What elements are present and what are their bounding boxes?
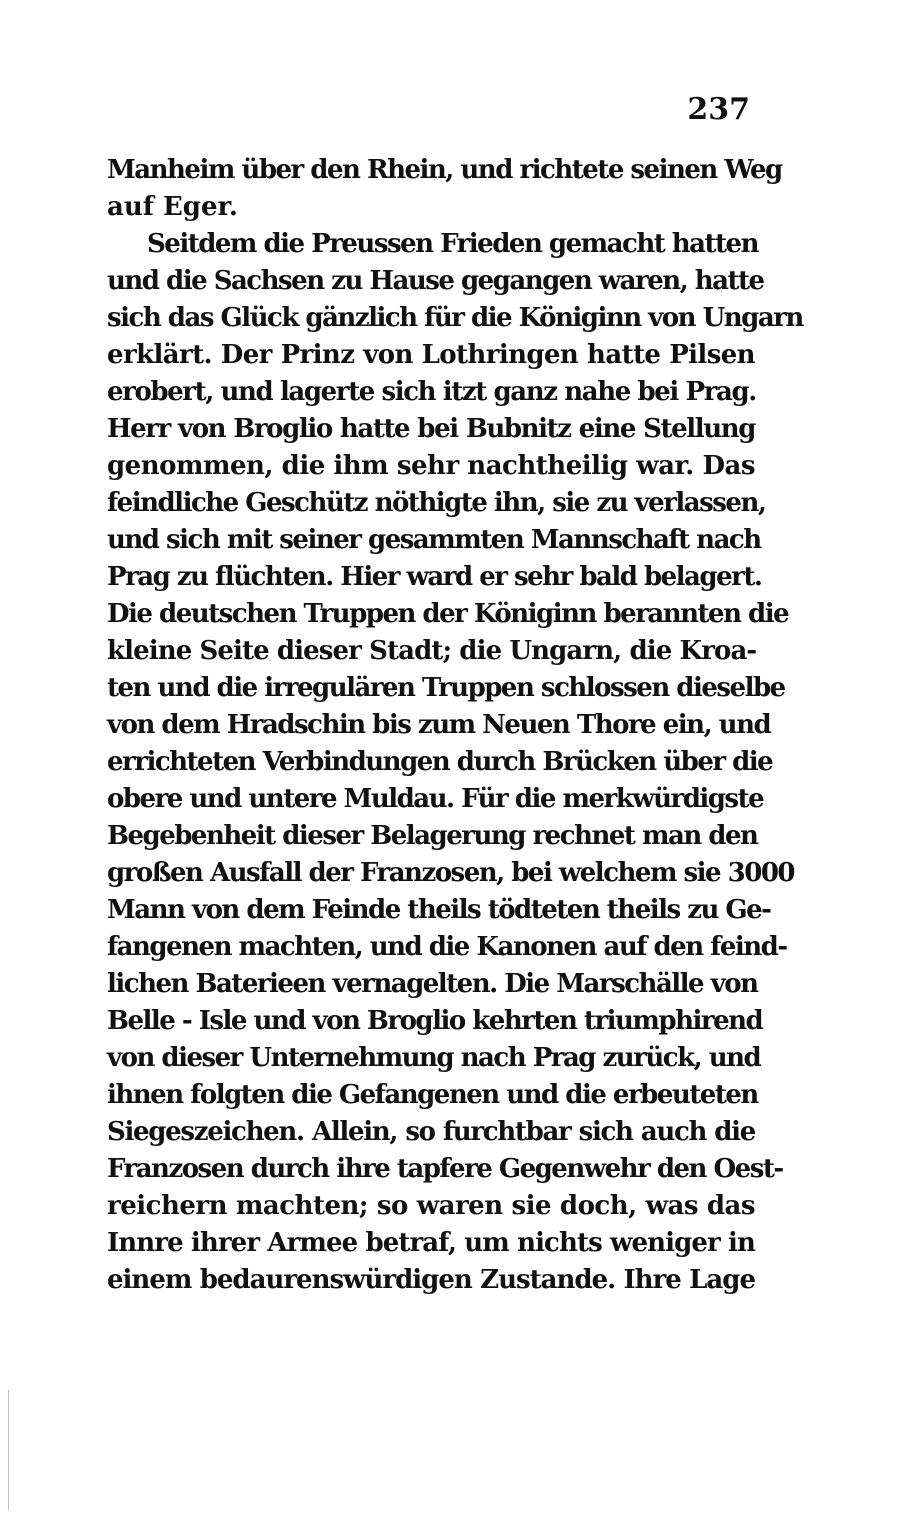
page-number: 237 bbox=[687, 92, 750, 127]
text-line: ten und die irregulären Truppen schlossen dieselbe bbox=[107, 673, 785, 703]
text-line: erobert, und lagerte sich itzt ganz nahe bei Prag. bbox=[107, 377, 756, 407]
text-line: Prag zu flüchten. Hier ward er sehr bald belagert. bbox=[107, 562, 762, 592]
text-line: kleine Seite dieser Stadt; die Ungarn, die Kroa- bbox=[107, 636, 757, 666]
text-line: feindliche Geschütz nöthigte ihn, sie zu verlassen, bbox=[107, 488, 766, 518]
text-line: errichteten Verbindungen durch Brücken über die bbox=[107, 747, 773, 777]
text-line: erklärt. Der Prinz von Lothringen hatte Pilsen bbox=[107, 340, 755, 370]
text-line: ihnen folgten die Gefangenen und die erbeuteten bbox=[107, 1080, 758, 1110]
text-line: lichen Baterieen vernagelten. Die Marschälle von bbox=[107, 969, 758, 999]
text-line: von dieser Unternehmung nach Prag zurück, und bbox=[107, 1043, 761, 1073]
text-line: und sich mit seiner gesammten Mannschaft nach bbox=[107, 525, 761, 555]
text-line: einem bedaurenswürdigen Zustande. Ihre Lage bbox=[107, 1265, 755, 1295]
text-line: reichern machten; so waren sie doch, was das bbox=[107, 1191, 755, 1221]
text-line: Die deutschen Truppen der Königinn berannten die bbox=[107, 599, 789, 629]
text-line: Manheim über den Rhein, und richtete seinen Weg bbox=[107, 155, 782, 185]
text-line: Belle - Isle und von Broglio kehrten triumphirend bbox=[107, 1006, 763, 1036]
margin-rule bbox=[8, 1390, 9, 1510]
page-text bbox=[107, 152, 803, 1299]
text-line: Herr von Broglio hatte bei Bubnitz eine Stellung bbox=[107, 414, 755, 444]
text-line: Seitdem die Preussen Frieden gemacht hatten bbox=[147, 229, 758, 259]
text-line: großen Ausfall der Franzosen, bei welchem sie 3000 bbox=[107, 858, 794, 888]
text-line: Begebenheit dieser Belagerung rechnet man den bbox=[107, 821, 758, 851]
text-line: auf Eger. bbox=[107, 192, 238, 222]
text-line: genommen, die ihm sehr nachtheilig war. Das bbox=[107, 451, 755, 481]
text-line: Siegeszeichen. Allein, so furchtbar sich auch die bbox=[107, 1117, 755, 1147]
text-line: fangenen machten, und die Kanonen auf den feind- bbox=[107, 932, 787, 962]
text-line: obere und untere Muldau. Für die merkwürdigste bbox=[107, 784, 764, 814]
text-line: sich das Glück gänzlich für die Königinn von Ungarn bbox=[107, 303, 803, 333]
text-line: Franzosen durch ihre tapfere Gegenwehr den Oest- bbox=[107, 1154, 783, 1184]
text-line: Innre ihrer Armee betraf, um nichts weniger in bbox=[107, 1228, 755, 1258]
text-line: von dem Hradschin bis zum Neuen Thore ein, und bbox=[107, 710, 771, 740]
text-line: Mann von dem Feinde theils tödteten theils zu Ge- bbox=[107, 895, 771, 925]
text-line: und die Sachsen zu Hause gegangen waren, hatte bbox=[107, 266, 764, 296]
